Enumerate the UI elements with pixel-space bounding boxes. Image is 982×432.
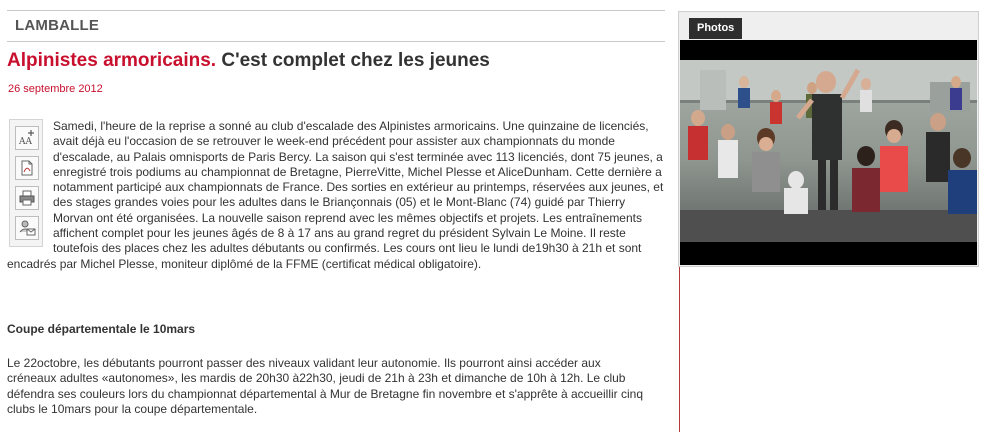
article-kicker: Alpinistes armoricains. [7,50,217,71]
article-date: 26 septembre 2012 [8,83,103,95]
print-icon [18,189,36,207]
photos-tab[interactable]: Photos [689,18,742,39]
text-size-icon [18,129,36,147]
article-subheading: Coupe départementale le 10mars [7,322,196,336]
pdf-button[interactable] [15,156,39,180]
article-body [7,119,665,272]
climbing-gym-photo [680,60,977,242]
photo-frame[interactable] [680,40,977,265]
email-icon [18,219,36,237]
pdf-icon [18,159,36,177]
print-button[interactable] [15,186,39,210]
article-headline: C'est complet chez les jeunes [221,50,490,71]
email-button[interactable] [15,216,39,240]
photo-widget [678,11,979,267]
article-paragraph-1: Samedi, l'heure de la reprise a sonné au club d'escalade des Alpinistes armoricains. Une quinzaine de licenciés, avait déjà eu l'occasion de se retrouver le week-end précédent pour assister aux championnats du monde d'escalade, au Palais omnisports de Paris Bercy. La saison qui s'est terminée avec 113 licenciés, dont 75 jeunes, a enregistré trois podiums au championnat de Bretagne, PierreVitte, Michel Plesse et AliceDunham. Cette dernière a notamment participé aux championnats de France. Des sorties en extérieur au printemps, réservées aux jeunes, et des stages grandes voies pour les adultes dans le Briançonnais (05) et le Mont-Blanc (74) guidé par Thierry Morvan ont été organisées. La nouvelle saison reprend avec les mêmes objectifs et projets. Les entraînements affichent complet pour les jeunes âgés de 8 à 17 ans au grand regret du président Sylvain Le Moine. Il reste toutefois des places chez les adultes débutants ou confirmés. Les cours ont lieu le lundi de19h30 à 21h et sont encadrés par Michel Plesse, moniteur diplômé de la FFME (certificat médical obligatoire). [7,119,664,271]
section-header [7,10,665,42]
column-divider [679,262,680,432]
article-title [7,50,665,72]
svg-text:AA: AA [19,137,32,147]
article-paragraph-2: Le 22octobre, les débutants pourront passer des niveaux validant leur autonomie. Ils pourront ainsi accéder aux créneaux adultes «autonomes», les mardis de 20h30 à22h30, jeudi de 21h à 23h et dimanche de 10h à 12h. Le club défendra ses couleurs lors du championnat départemental à Mur de Bretagne fin novembre et s'apprête à accueillir cinq clubs le 10mars pour la coupe départementale. [7,356,643,416]
text-size-button[interactable] [15,126,39,150]
article-toolbox [9,119,43,247]
section-label: LAMBALLE [15,17,100,34]
